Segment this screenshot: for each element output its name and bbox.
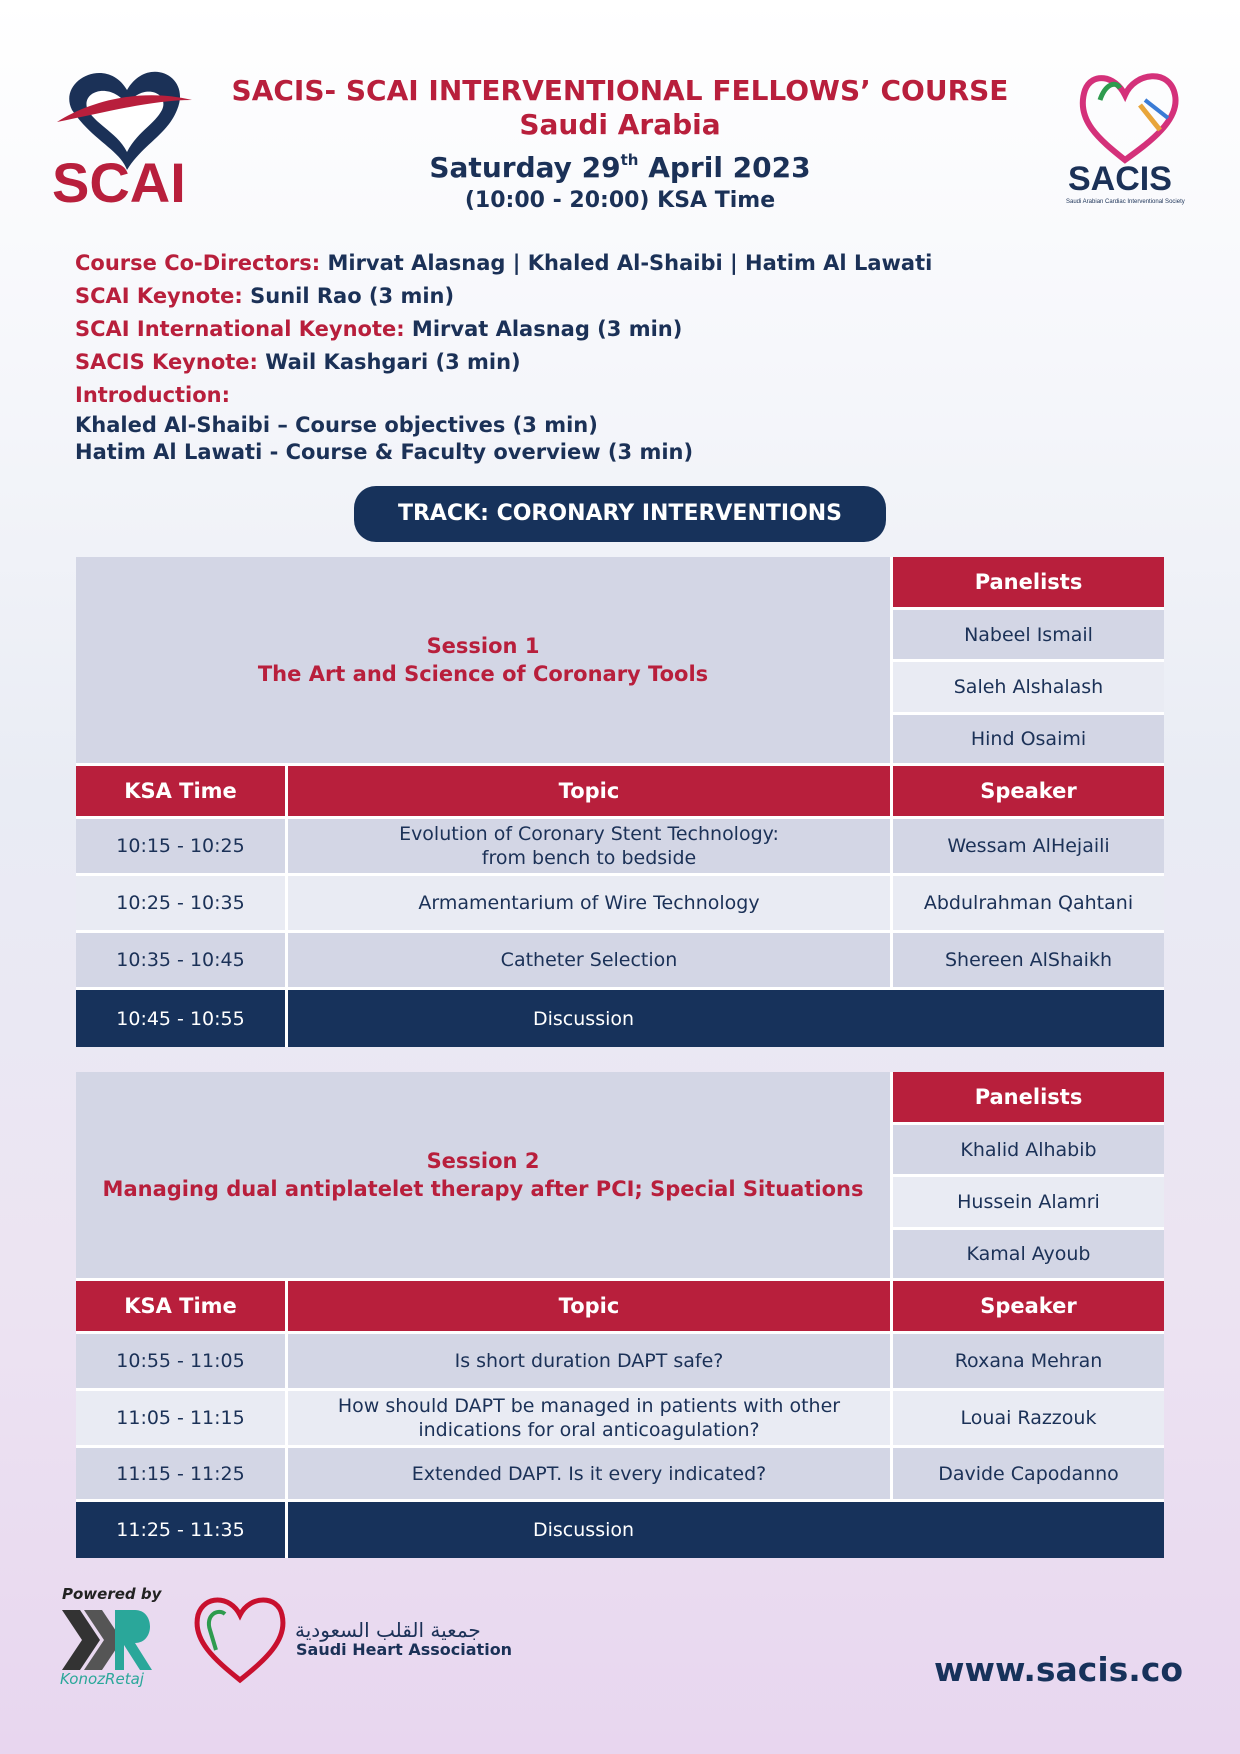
row-topic: Is short duration DAPT safe? bbox=[288, 1334, 890, 1388]
intro-label: Introduction: bbox=[75, 383, 231, 407]
course-title: SACIS- SCAI INTERVENTIONAL FELLOWS’ COURSE bbox=[231, 74, 1009, 107]
row-time: 11:15 - 11:25 bbox=[76, 1448, 285, 1499]
session-2-heading bbox=[76, 1072, 890, 1278]
session-2-number: Session 2 bbox=[426, 1149, 540, 1173]
col-header-speaker: Speaker bbox=[893, 1281, 1164, 1331]
sacis-keynote-line bbox=[75, 346, 1175, 379]
course-info bbox=[75, 247, 1175, 466]
scai-logo bbox=[52, 60, 202, 210]
row-topic: Armamentarium of Wire Technology bbox=[288, 876, 890, 930]
session-2-panelists-header: Panelists bbox=[893, 1072, 1164, 1122]
panelist-name: Khalid Alhabib bbox=[893, 1125, 1164, 1174]
row-topic bbox=[288, 1391, 890, 1445]
page-header bbox=[210, 74, 1030, 216]
saudi-heart-association-arabic: جمعية القلب السعودية bbox=[295, 1618, 481, 1642]
directors-value: Mirvat Alasnag | Khaled Al-Shaibi | Hatim Al Lawati bbox=[320, 251, 933, 275]
discussion-label: Discussion bbox=[288, 1502, 1164, 1558]
session-1-table bbox=[76, 557, 1164, 1047]
date-suffix: April 2023 bbox=[638, 151, 811, 184]
saudi-heart-association-logo bbox=[190, 1590, 290, 1685]
intl-keynote-line bbox=[75, 313, 1175, 346]
intro-label-line bbox=[75, 379, 1175, 412]
row-time: 10:35 - 10:45 bbox=[76, 933, 285, 987]
date-sup: th bbox=[620, 151, 639, 169]
row-topic-line: How should DAPT be managed in patients with other bbox=[337, 1395, 841, 1417]
row-topic bbox=[288, 819, 890, 873]
session-1-title: The Art and Science of Coronary Tools bbox=[257, 662, 709, 686]
col-header-time: KSA Time bbox=[76, 1281, 285, 1331]
intl-keynote-label: SCAI International Keynote: bbox=[75, 317, 405, 341]
panelist-name: Saleh Alshalash bbox=[893, 662, 1164, 712]
row-speaker: Shereen AlShaikh bbox=[893, 933, 1164, 987]
col-header-speaker: Speaker bbox=[893, 766, 1164, 816]
col-header-time: KSA Time bbox=[76, 766, 285, 816]
session-2-title: Managing dual antiplatelet therapy after PCI; Special Situations bbox=[102, 1177, 864, 1201]
row-time: 11:05 - 11:15 bbox=[76, 1391, 285, 1445]
session-1-panelists-header: Panelists bbox=[893, 557, 1164, 607]
saudi-heart-association-english: Saudi Heart Association bbox=[296, 1640, 513, 1659]
panelist-name: Nabeel Ismail bbox=[893, 610, 1164, 659]
directors-label: Course Co-Directors: bbox=[75, 251, 321, 275]
track-banner: TRACK: CORONARY INTERVENTIONS bbox=[354, 486, 886, 542]
row-topic-line: from bench to bedside bbox=[481, 847, 697, 869]
panelist-name: Kamal Ayoub bbox=[893, 1230, 1164, 1278]
scai-keynote-label: SCAI Keynote: bbox=[75, 284, 243, 308]
intro-line-1: Khaled Al-Shaibi – Course objectives (3 min) bbox=[75, 413, 598, 437]
row-topic-line: indications for oral anticoagulation? bbox=[418, 1419, 760, 1441]
intl-keynote-value: Mirvat Alasnag (3 min) bbox=[404, 317, 683, 341]
row-speaker: Roxana Mehran bbox=[893, 1334, 1164, 1388]
row-time: 10:25 - 10:35 bbox=[76, 876, 285, 930]
course-time: (10:00 - 20:00) KSA Time bbox=[464, 188, 776, 213]
col-header-topic: Topic bbox=[288, 766, 890, 816]
course-country: Saudi Arabia bbox=[519, 108, 721, 141]
date-prefix: Saturday 29 bbox=[429, 151, 621, 184]
sacis-logo-text: SACIS bbox=[1068, 160, 1172, 198]
row-speaker: Abdulrahman Qahtani bbox=[893, 876, 1164, 930]
panelist-name: Hussein Alamri bbox=[893, 1177, 1164, 1227]
session-1-heading bbox=[76, 557, 890, 763]
website-link[interactable]: www.sacis.co bbox=[934, 1650, 1184, 1689]
sacis-keynote-value: Wail Kashgari (3 min) bbox=[257, 350, 521, 374]
intro-line-2: Hatim Al Lawati - Course & Faculty overview (3 min) bbox=[75, 440, 694, 464]
scai-keynote-line bbox=[75, 280, 1175, 313]
row-time: 10:15 - 10:25 bbox=[76, 819, 285, 873]
row-topic-line: Evolution of Coronary Stent Technology: bbox=[399, 823, 779, 845]
row-time: 10:55 - 11:05 bbox=[76, 1334, 285, 1388]
panelist-name: Hind Osaimi bbox=[893, 715, 1164, 763]
row-speaker: Davide Capodanno bbox=[893, 1448, 1164, 1499]
powered-by-label: Powered by bbox=[62, 1585, 162, 1603]
sacis-logo-subtext: Saudi Arabian Cardiac Interventional Society bbox=[1066, 199, 1185, 205]
row-topic: Extended DAPT. Is it every indicated? bbox=[288, 1448, 890, 1499]
col-header-topic: Topic bbox=[288, 1281, 890, 1331]
sacis-logo bbox=[1060, 60, 1190, 210]
sacis-keynote-label: SACIS Keynote: bbox=[75, 350, 258, 374]
row-speaker: Wessam AlHejaili bbox=[893, 819, 1164, 873]
row-topic: Catheter Selection bbox=[288, 933, 890, 987]
scai-keynote-value: Sunil Rao (3 min) bbox=[242, 284, 455, 308]
session-1-number: Session 1 bbox=[426, 634, 540, 658]
row-speaker: Louai Razzouk bbox=[893, 1391, 1164, 1445]
session-2-table bbox=[76, 1072, 1164, 1558]
course-date bbox=[210, 142, 1030, 186]
discussion-label: Discussion bbox=[288, 990, 1164, 1047]
directors-line bbox=[75, 247, 1175, 280]
discussion-time: 11:25 - 11:35 bbox=[76, 1502, 285, 1558]
scai-logo-text: SCAI bbox=[52, 151, 186, 210]
konozretaj-name: KonozRetaj bbox=[60, 1670, 144, 1688]
discussion-time: 10:45 - 10:55 bbox=[76, 990, 285, 1047]
